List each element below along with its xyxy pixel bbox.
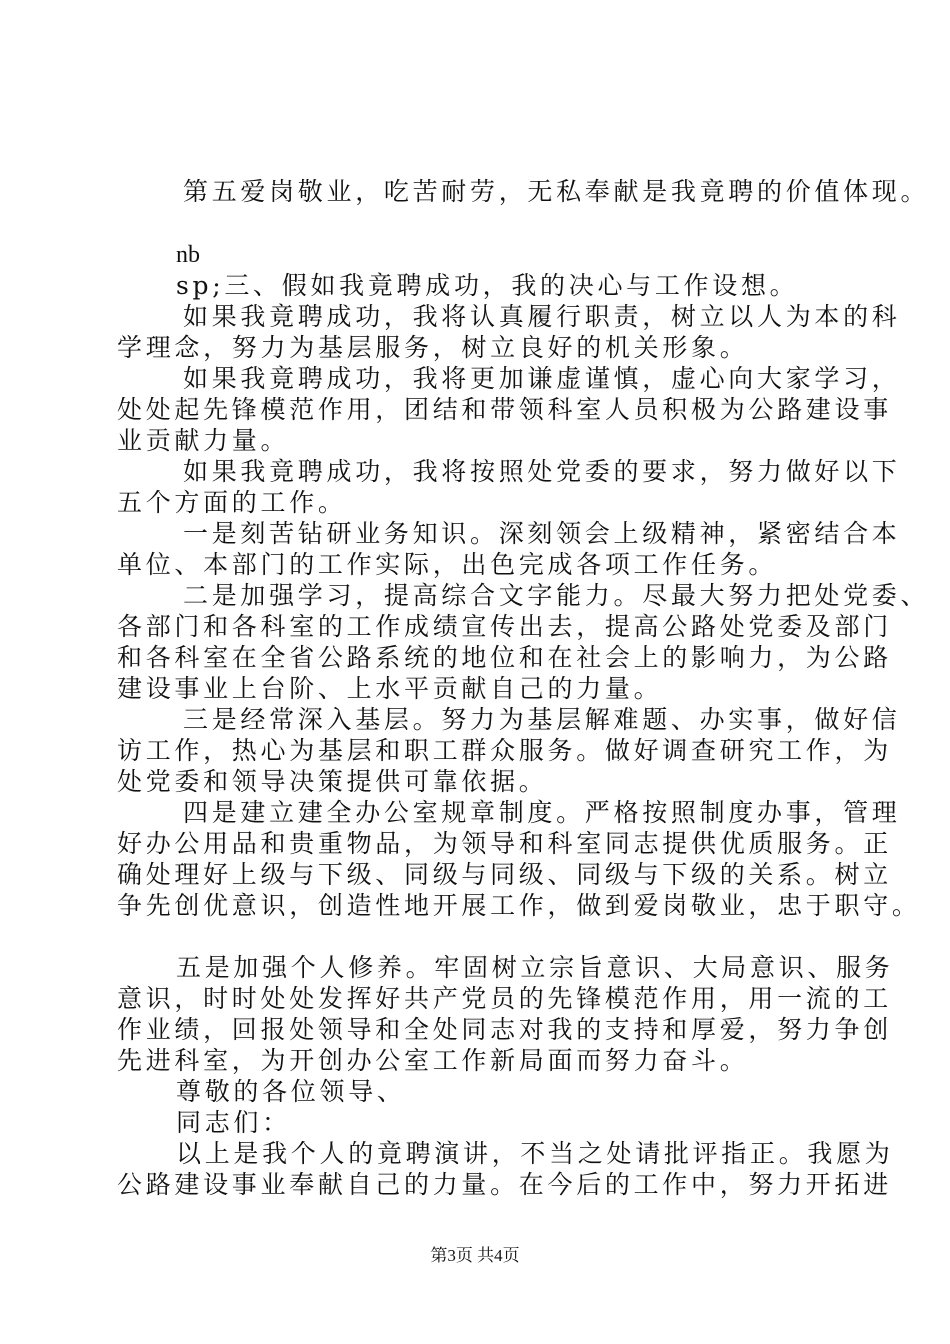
paragraph-line: 先进科室，为开创办公室工作新局面而努力奋斗。: [117, 1046, 749, 1075]
paragraph-line: 四是建立建全办公室规章制度。严格按照制度办事，管理: [183, 798, 901, 827]
paragraph-line: 好办公用品和贵重物品，为领导和科室同志提供优质服务。正: [117, 829, 892, 858]
paragraph-line: 学理念，努力为基层服务，树立良好的机关形象。: [117, 333, 749, 362]
paragraph-line: 一是刻苦钻研业务知识。深刻领会上级精神，紧密结合本: [183, 519, 901, 548]
paragraph-line: 以上是我个人的竟聘演讲，不当之处请批评指正。我愿为: [176, 1139, 894, 1168]
paragraph-line: 如果我竟聘成功，我将认真履行职责，树立以人为本的科: [183, 302, 901, 331]
paragraph-line: 访工作，热心为基层和职工群众服务。做好调查研究工作，为: [117, 736, 892, 765]
paragraph-line: 意识，时时处处发挥好共产党员的先锋模范作用，用一流的工: [117, 984, 892, 1013]
paragraph-line: sp;三、假如我竟聘成功，我的决心与工作设想。: [176, 271, 799, 300]
paragraph-line: 五个方面的工作。: [117, 488, 347, 517]
page-footer: 第3页 共4页: [430, 1246, 520, 1265]
paragraph-line: 各部门和各科室的工作成绩宣传出去，提高公路处党委及部门: [117, 612, 892, 641]
paragraph-line: 第五爱岗敬业，吃苦耐劳，无私奉献是我竟聘的价值体现。: [183, 177, 930, 206]
paragraph-line: 和各科室在全省公路系统的地位和在社会上的影响力，为公路: [117, 643, 892, 672]
paragraph-line: 处处起先锋模范作用，团结和带领科室人员积极为公路建设事: [117, 395, 892, 424]
paragraph-line: 同志们：: [176, 1108, 291, 1137]
paragraph-line: 五是加强个人修养。牢固树立宗旨意识、大局意识、服务: [176, 953, 894, 982]
paragraph-line: 三是经常深入基层。努力为基层解难题、办实事，做好信: [183, 705, 901, 734]
paragraph-line: 如果我竟聘成功，我将更加谦虚谨慎，虚心向大家学习，: [183, 364, 901, 393]
paragraph-line: 单位、本部门的工作实际，出色完成各项工作任务。: [117, 550, 778, 579]
paragraph-line: 建设事业上台阶、上水平贡献自己的力量。: [117, 674, 663, 703]
paragraph-line: 如果我竟聘成功，我将按照处党委的要求，努力做好以下: [183, 457, 901, 486]
paragraph-line: 确处理好上级与下级、同级与同级、同级与下级的关系。树立: [117, 860, 892, 889]
paragraph-line: 公路建设事业奉献自己的力量。在今后的工作中，努力开拓进: [117, 1170, 892, 1199]
paragraph-line: 作业绩，回报处领导和全处同志对我的支持和厚爱，努力争创: [117, 1015, 892, 1044]
paragraph-line: 处党委和领导决策提供可靠依据。: [117, 767, 548, 796]
paragraph-line: nb: [176, 242, 200, 268]
paragraph-line: 二是加强学习，提高综合文字能力。尽最大努力把处党委、: [183, 581, 930, 610]
paragraph-line: 尊敬的各位领导、: [176, 1077, 406, 1106]
paragraph-line: 业贡献力量。: [117, 426, 290, 455]
paragraph-line: 争先创优意识，创造性地开展工作，做到爱岗敬业，忠于职守。: [117, 891, 921, 920]
